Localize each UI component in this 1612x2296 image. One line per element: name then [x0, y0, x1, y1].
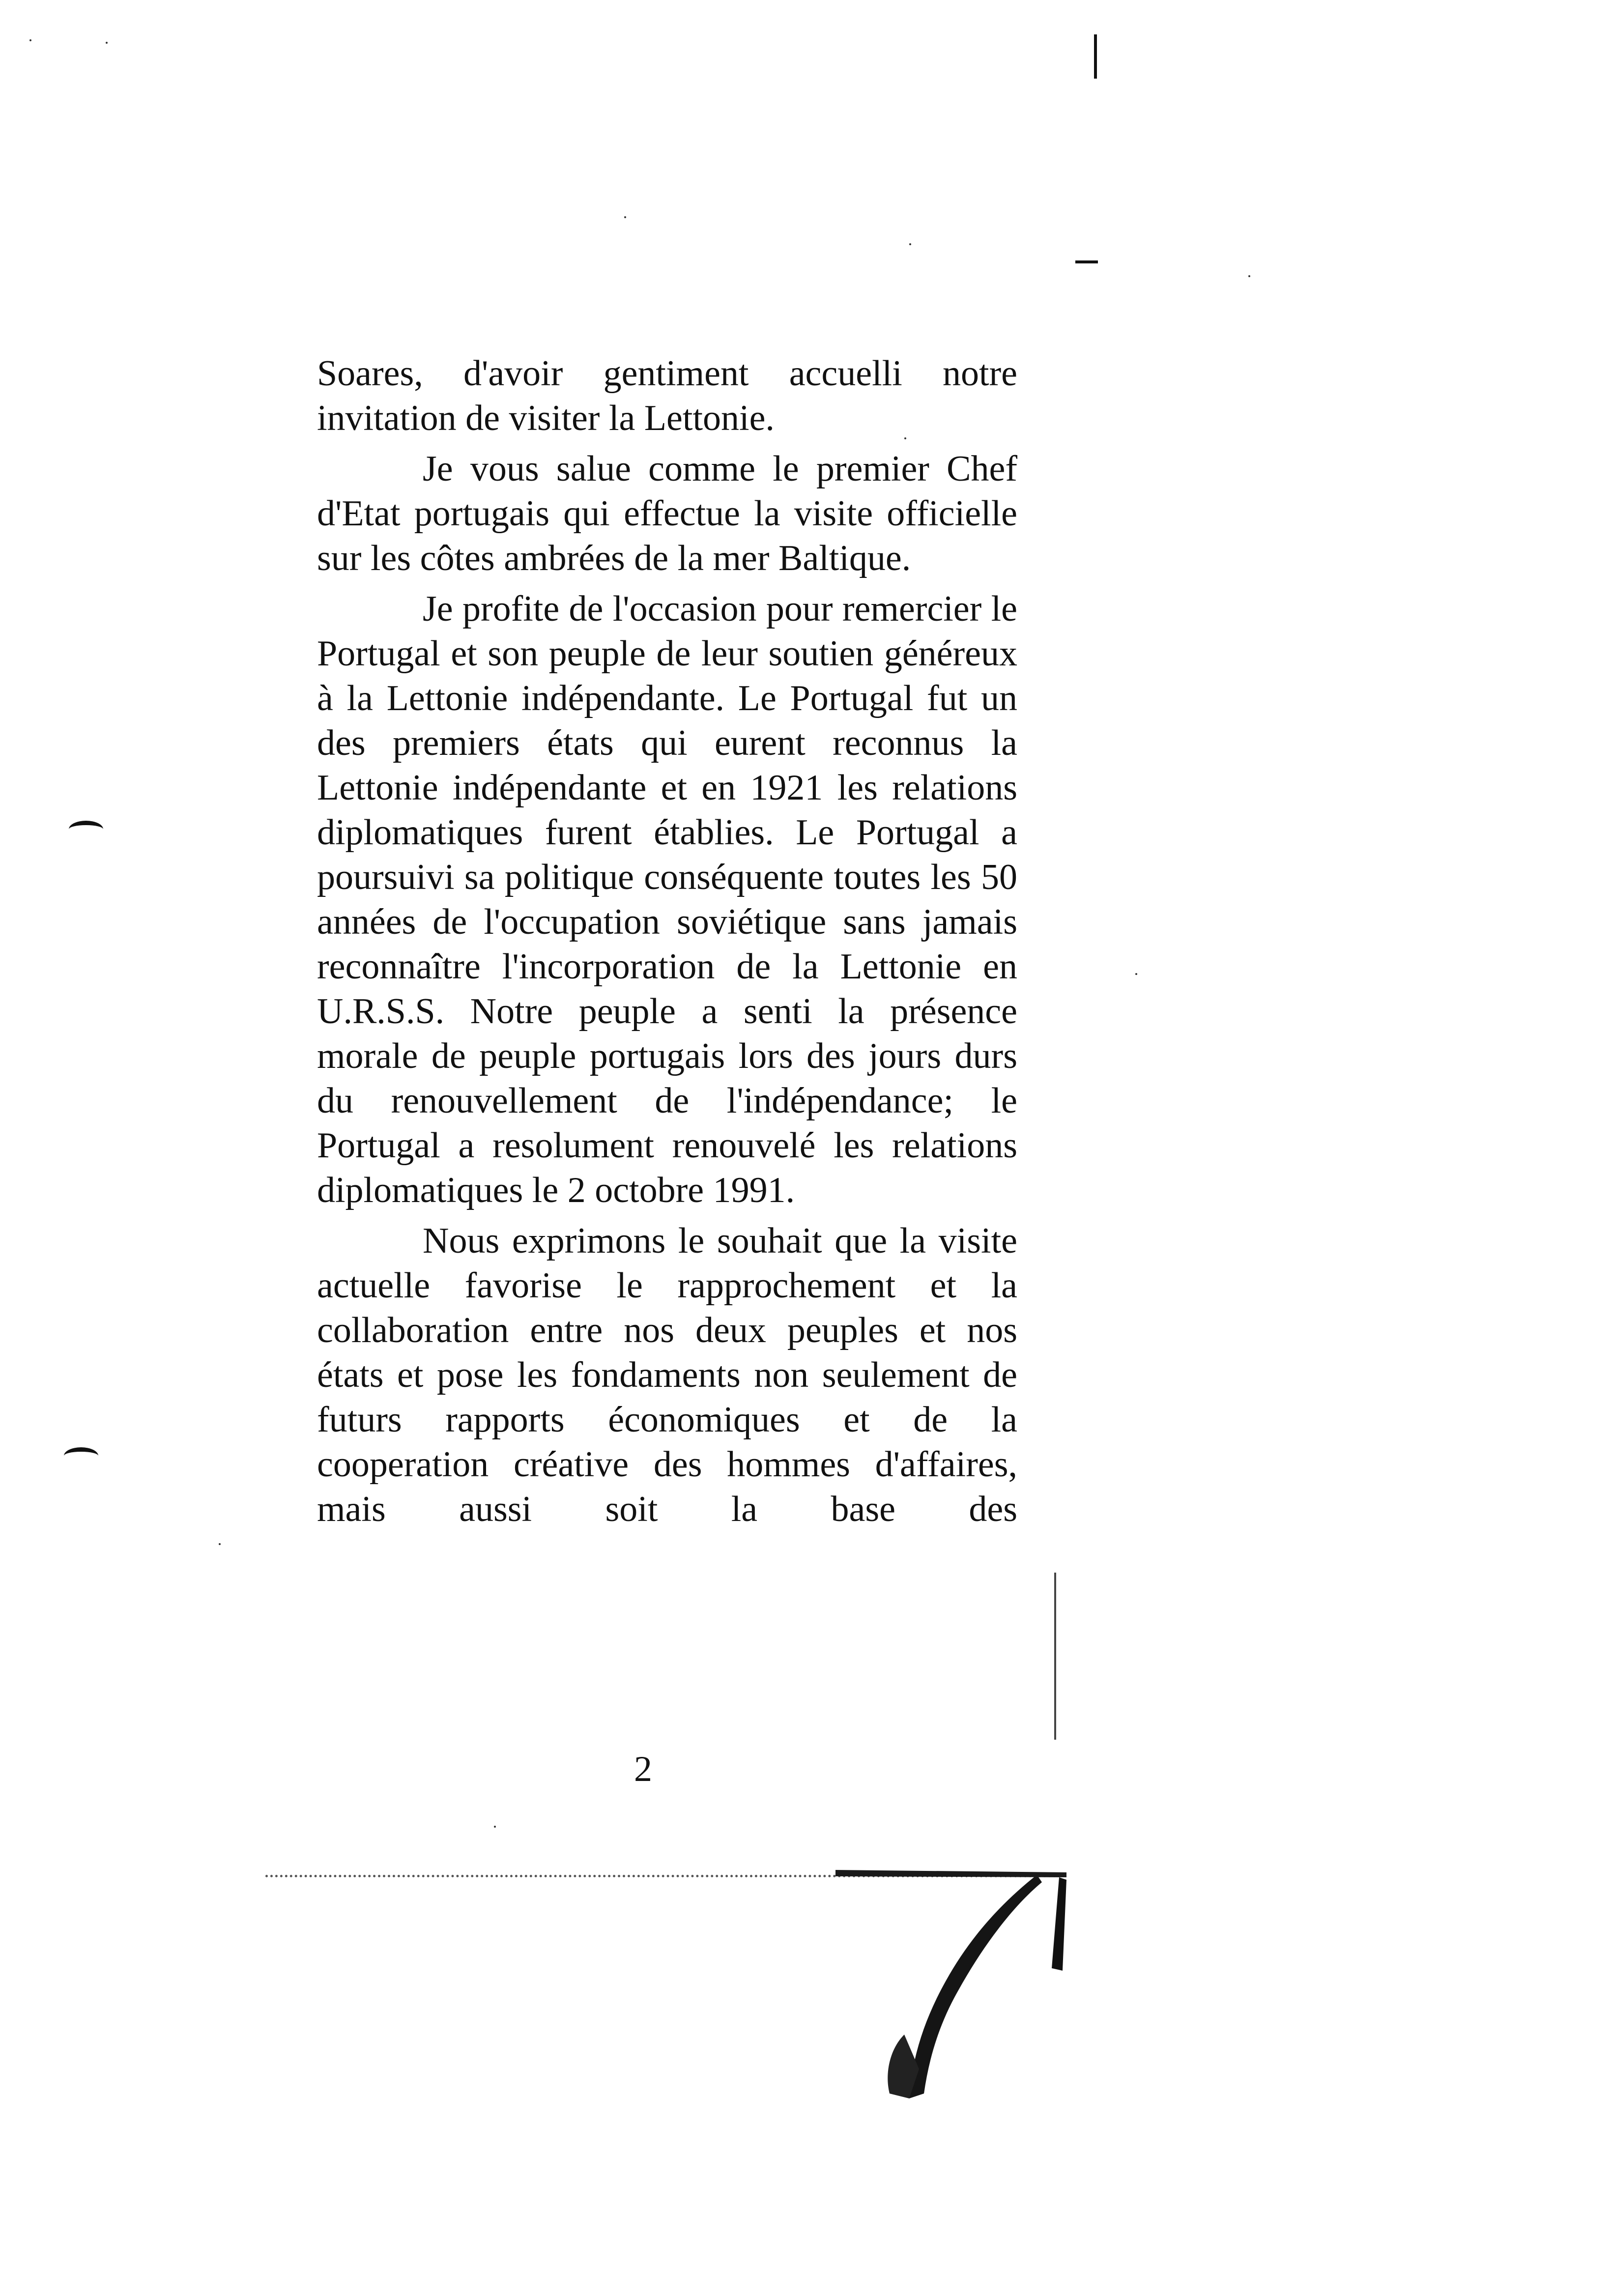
scan-mark-right-vertical: [1054, 1573, 1056, 1740]
speck: [494, 1826, 496, 1828]
speck: [624, 216, 626, 218]
scan-mark-top-right: [1094, 34, 1097, 79]
speck: [1248, 275, 1250, 277]
scan-smudge-bottom-right: [835, 1863, 1071, 2118]
page-number: 2: [634, 1749, 652, 1789]
paragraph-1: Soares, d'avoir gentiment accuelli notre invitation de visiter la Lettonie.: [317, 353, 1017, 438]
speck: [904, 437, 906, 439]
scan-mark-right-dash: [1075, 260, 1098, 263]
speck: [29, 39, 31, 41]
speck: [909, 243, 911, 245]
punch-hole-mark-upper: [69, 821, 103, 838]
speck: [219, 1543, 221, 1545]
body-text: [317, 351, 1017, 1532]
speck: [106, 42, 108, 44]
paragraph-4: Nous exprimons le souhait que la visite actuelle favorise le rapprochement et la collaboration entre nos deux peuples et nos états et pose les fondaments non seulement de futurs rapports économiques et de la cooperation créative des hommes d'affaires, mais aussi soit la base des: [317, 1221, 1017, 1529]
punch-hole-mark-lower: [64, 1447, 98, 1464]
paragraph-2: Je vous salue comme le premier Chef d'Etat portugais qui effectue la visite officielle sur les côtes ambrées de la mer Baltique.: [317, 449, 1017, 578]
speck: [1135, 973, 1137, 975]
paragraph-3: Je profite de l'occasion pour remercier le Portugal et son peuple de leur soutien généreux à la Lettonie indépendante. Le Portugal fut un des premiers états qui eurent reconnus la Lettonie indépendante et en 1921 les relations diplomatiques furent établies. Le Portugal a poursuivi sa politique conséquente toutes les 50 années de l'occupation soviétique sans jamais reconnaître l'incorporation de la Lettonie en U.R.S.S. Notre peuple a senti la présence morale de peuple portugais lors des jours durs du renouvellement de l'indépendance; le Portugal a resolument renouvelé les relations diplomatiques le 2 octobre 1991.: [317, 589, 1017, 1210]
